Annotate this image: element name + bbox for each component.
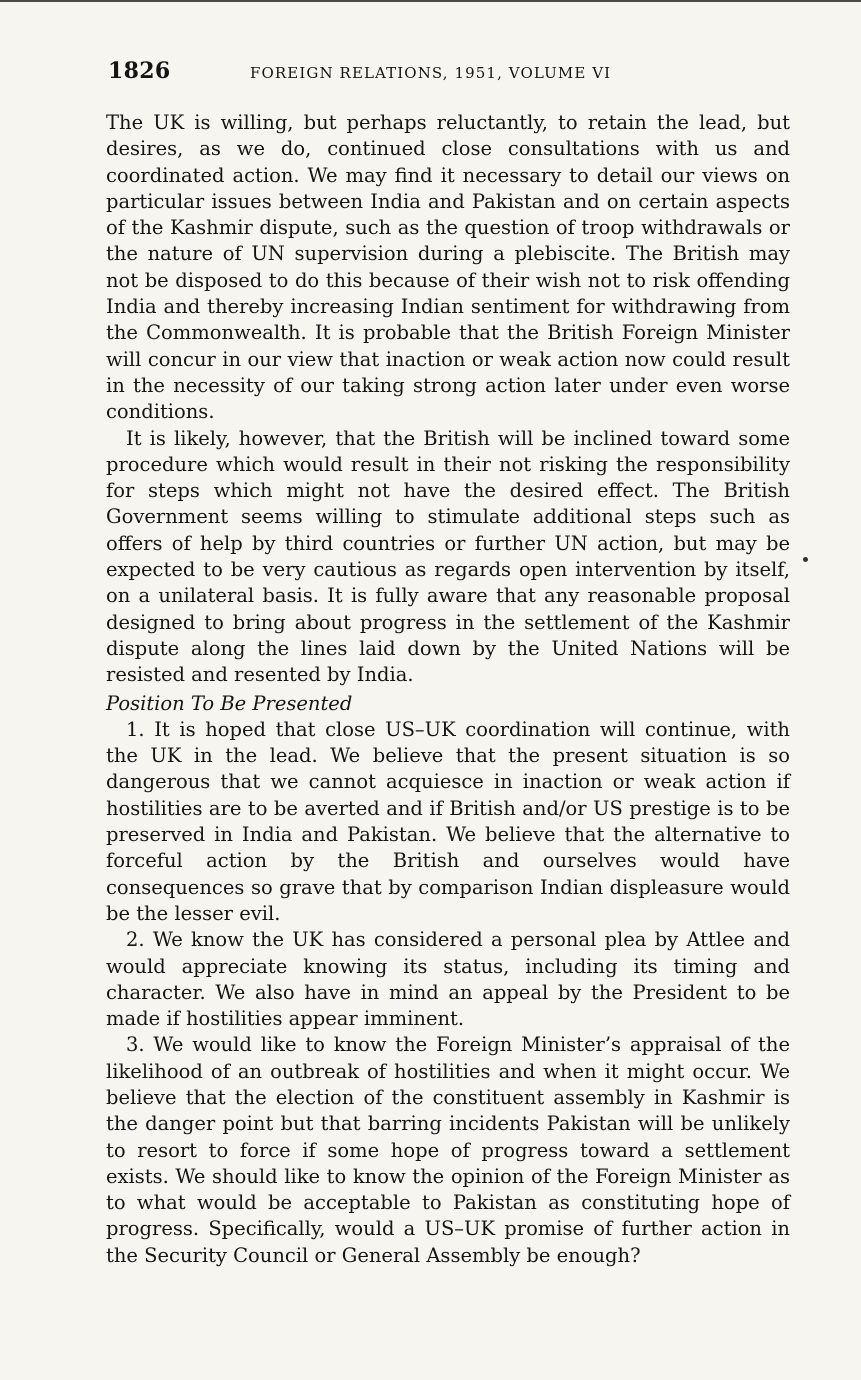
page-header [108, 57, 808, 89]
page-number: 1826 [108, 58, 171, 84]
body-text [106, 110, 790, 1269]
paragraph-uk-lead: The UK is willing, but perhaps reluctantly, to retain the lead, but desires, as we do, continued close consultations with us and coordinated action. We may find it necessary to detail our views on particular issues between India and Pakistan and on certain aspects of the Kashmir dispute, such as the question of troop withdrawals or the nature of UN supervision during a plebiscite. The British may not be disposed to do this because of their wish not to risk offending India and thereby increasing Indian sentiment for withdrawing from the Commonwealth. It is probable that the British Foreign Minister will concur in our view that inaction or weak action now could result in the necessity of our taking strong action later under even worse conditions. [106, 111, 790, 424]
paragraph-british-procedure: It is likely, however, that the British will be inclined toward some procedure which would result in their not risking the responsibility for steps which might not have the desired effect. The British Government seems willing to stimulate additional steps such as offers of help by third countries or further UN action, but may be expected to be very cautious as regards open intervention by itself, on a unilateral basis. It is fully aware that any reasonable proposal designed to bring about progress in the settlement of the Kashmir dispute along the lines laid down by the United Nations will be resisted and resented by India. [106, 426, 790, 687]
top-edge-rule [0, 0, 861, 2]
position-item-1: 1. It is hoped that close US–UK coordination will continue, with the UK in the lead. We believe that the present situation is so dangerous that we cannot acquiesce in inaction or weak action if hostilities are to be averted and if British and/or US prestige is to be preserved in India and Pakistan. We believe that the alternative to forceful action by the British and ourselves would have consequences so grave that by comparison Indian displeasure would be the lesser evil. [106, 717, 790, 925]
section-heading: Position To Be Presented [106, 691, 353, 715]
position-item-2: 2. We know the UK has considered a personal plea by Attlee and would appreciate knowing its status, including its timing and character. We also have in mind an appeal by the President to be made if hostilities appear imminent. [106, 928, 790, 1031]
running-title: FOREIGN RELATIONS, 1951, VOLUME VI [250, 64, 612, 82]
margin-dot-mark [803, 557, 808, 562]
position-item-3: 3. We would like to know the Foreign Minister’s appraisal of the likelihood of an outbreak of hostilities and when it might occur. We believe that the election of the constituent assembly in Kashmir is the danger point but that barring incidents Pakistan will be unlikely to resort to force if some hope of progress toward a settlement exists. We should like to know the opinion of the Foreign Minister as to what would be acceptable to Pakistan as constituting hope of progress. Specifically, would a US–UK promise of further action in the Security Council or General Assembly be enough? [106, 1033, 790, 1267]
